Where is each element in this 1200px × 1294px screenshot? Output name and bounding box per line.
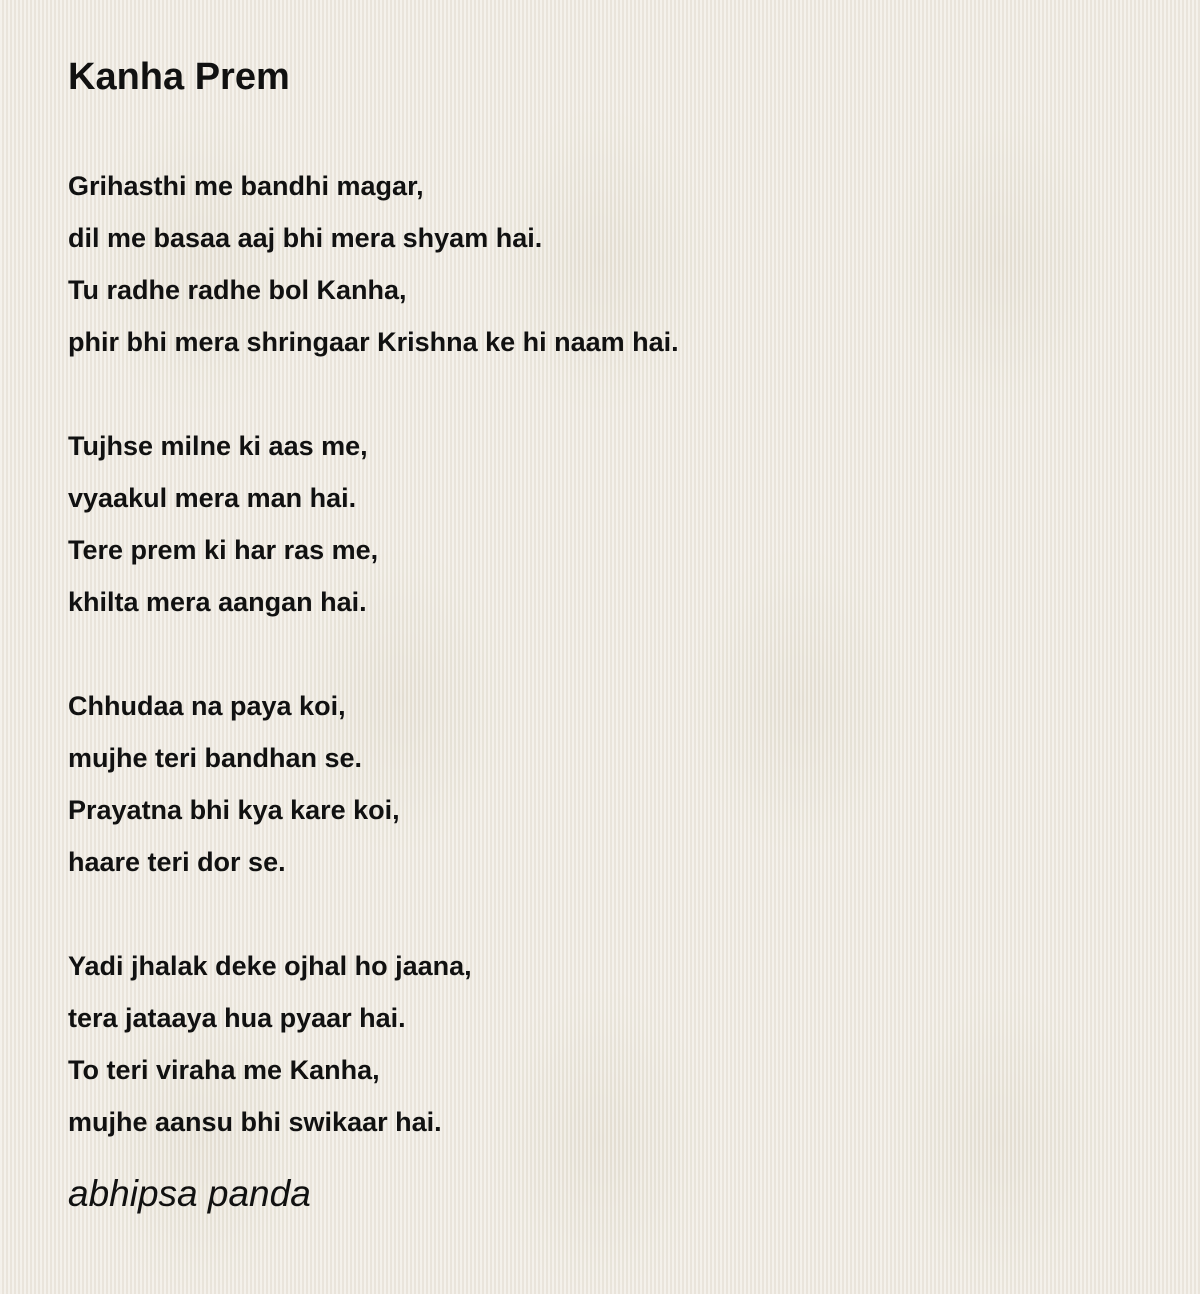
- poem-line: To teri viraha me Kanha,: [68, 1055, 380, 1085]
- poem-card: [68, 50, 1148, 1220]
- poem-line: khilta mera aangan hai.: [68, 587, 367, 617]
- poem-line: tera jataaya hua pyaar hai.: [68, 1003, 406, 1033]
- poem-line: Prayatna bhi kya kare koi,: [68, 795, 400, 825]
- stanza-3: [68, 680, 1148, 888]
- poem-line: dil me basaa aaj bhi mera shyam hai.: [68, 223, 543, 253]
- poem-line: Tere prem ki har ras me,: [68, 535, 379, 565]
- poem-line: mujhe teri bandhan se.: [68, 743, 363, 773]
- poem-line: vyaakul mera man hai.: [68, 483, 357, 513]
- poem-title: Kanha Prem: [68, 56, 290, 98]
- poem-author: abhipsa panda: [68, 1173, 311, 1214]
- poem-line: Yadi jhalak deke ojhal ho jaana,: [68, 951, 472, 981]
- poem-line: Grihasthi me bandhi magar,: [68, 171, 424, 201]
- poem-line: Tujhse milne ki aas me,: [68, 431, 368, 461]
- poem-line: haare teri dor se.: [68, 847, 286, 877]
- stanza-2: [68, 420, 1148, 628]
- poem-body: [68, 160, 1148, 1148]
- stanza-1: [68, 160, 1148, 368]
- poem-line: Tu radhe radhe bol Kanha,: [68, 275, 407, 305]
- poem-line: Chhudaa na paya koi,: [68, 691, 346, 721]
- stanza-4: [68, 940, 1148, 1148]
- poem-line: phir bhi mera shringaar Krishna ke hi naam hai.: [68, 327, 679, 357]
- poem-line: mujhe aansu bhi swikaar hai.: [68, 1107, 442, 1137]
